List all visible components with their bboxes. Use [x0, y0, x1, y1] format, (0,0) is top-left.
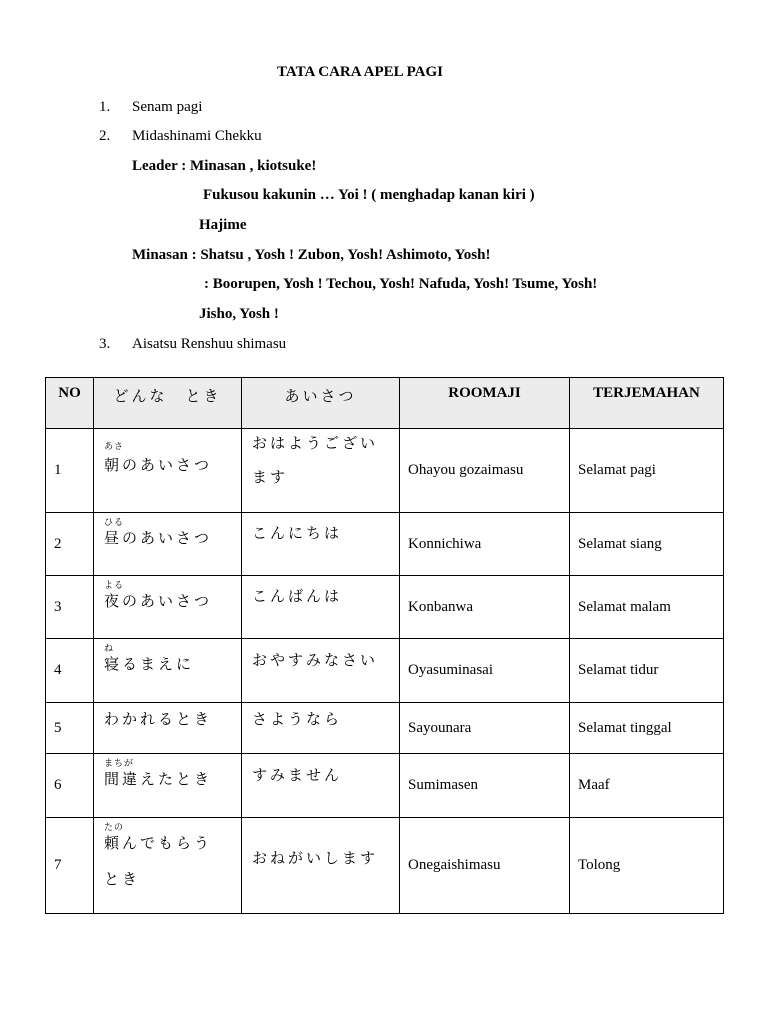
- header-cell: ROOMAJI: [400, 378, 570, 429]
- greeting-text: おはようござい: [252, 434, 379, 452]
- greetings-table: [45, 377, 724, 914]
- page-title: TATA CARA APEL PAGI: [277, 64, 443, 80]
- romaji-cell: Sayounara: [400, 703, 570, 754]
- dialog-line: Jisho, Yosh !: [199, 306, 279, 322]
- greeting-text: すみません: [252, 766, 343, 784]
- header-cell: NO: [46, 378, 94, 429]
- when-text: 頼んでもらう: [104, 834, 213, 852]
- table-header-row: [46, 378, 724, 429]
- romaji-cell: Sumimasen: [400, 754, 570, 818]
- greeting-cell: [242, 513, 400, 576]
- greeting-cell: [242, 576, 400, 639]
- dialog-line: : Boorupen, Yosh ! Techou, Yosh! Nafuda, Yosh! Tsume, Yosh!: [204, 276, 598, 292]
- step-label: Senam pagi: [132, 99, 203, 115]
- when-text: わかれるとき: [104, 710, 213, 728]
- table-row: [46, 639, 724, 703]
- greeting-text: ます: [252, 468, 289, 486]
- furigana: ね: [104, 644, 115, 654]
- romaji-cell: Ohayou gozaimasu: [400, 429, 570, 513]
- row-number: 4: [46, 639, 94, 703]
- header-cell: あいさつ: [242, 378, 400, 429]
- romaji-cell: Konbanwa: [400, 576, 570, 639]
- table-row: [46, 576, 724, 639]
- step-number: 1.: [99, 99, 111, 115]
- step-label: Aisatsu Renshuu shimasu: [132, 336, 287, 352]
- when-cell: [94, 754, 242, 818]
- step-number: 3.: [99, 336, 111, 352]
- greeting-cell: [242, 754, 400, 818]
- when-cell: [94, 429, 242, 513]
- greeting-cell: [242, 818, 400, 914]
- table-row: [46, 513, 724, 576]
- header-cell: どんな とき: [94, 378, 242, 429]
- when-cell: [94, 513, 242, 576]
- greeting-text: さようなら: [252, 710, 343, 728]
- furigana: ひる: [104, 518, 125, 528]
- when-text: とき: [104, 870, 141, 888]
- furigana: まちが: [104, 759, 135, 769]
- when-text: 寝るまえに: [104, 655, 195, 673]
- row-number: 6: [46, 754, 94, 818]
- dialog-line: Hajime: [199, 217, 247, 233]
- row-number: 2: [46, 513, 94, 576]
- table-row: [46, 703, 724, 754]
- dialog-line: Leader : Minasan , kiotsuke!: [132, 158, 317, 174]
- when-text: 昼のあいさつ: [104, 529, 213, 547]
- translation-cell: Selamat tinggal: [570, 703, 724, 754]
- step-number: 2.: [99, 128, 111, 144]
- translation-cell: Maaf: [570, 754, 724, 818]
- row-number: 7: [46, 818, 94, 914]
- when-cell: [94, 639, 242, 703]
- dialog-line: Fukusou kakunin … Yoi ! ( menghadap kanan kiri ): [203, 187, 535, 203]
- row-number: 1: [46, 429, 94, 513]
- step-label: Midashinami Chekku: [132, 128, 262, 144]
- greeting-text: おねがいします: [252, 849, 379, 867]
- when-cell: [94, 576, 242, 639]
- row-number: 3: [46, 576, 94, 639]
- greeting-text: こんばんは: [252, 587, 343, 605]
- greeting-cell: [242, 639, 400, 703]
- translation-cell: Selamat tidur: [570, 639, 724, 703]
- table-row: [46, 429, 724, 513]
- dialog-line: Minasan : Shatsu , Yosh ! Zubon, Yosh! Ashimoto, Yosh!: [132, 247, 491, 263]
- table-row: [46, 754, 724, 818]
- row-number: 5: [46, 703, 94, 754]
- table-row: [46, 818, 724, 914]
- when-cell: [94, 818, 242, 914]
- translation-cell: Selamat siang: [570, 513, 724, 576]
- when-text: 朝のあいさつ: [104, 456, 213, 474]
- translation-cell: Selamat malam: [570, 576, 724, 639]
- greeting-text: こんにちは: [252, 524, 343, 542]
- furigana: よる: [104, 581, 125, 591]
- romaji-cell: Onegaishimasu: [400, 818, 570, 914]
- romaji-cell: Oyasuminasai: [400, 639, 570, 703]
- furigana: あさ: [104, 442, 125, 452]
- greeting-text: おやすみなさい: [252, 651, 379, 669]
- translation-cell: Tolong: [570, 818, 724, 914]
- when-cell: [94, 703, 242, 754]
- header-cell: TERJEMAHAN: [570, 378, 724, 429]
- when-text: 間違えたとき: [104, 770, 213, 788]
- greeting-cell: [242, 703, 400, 754]
- romaji-cell: Konnichiwa: [400, 513, 570, 576]
- greeting-cell: [242, 429, 400, 513]
- when-text: 夜のあいさつ: [104, 592, 213, 610]
- translation-cell: Selamat pagi: [570, 429, 724, 513]
- furigana: たの: [104, 823, 125, 833]
